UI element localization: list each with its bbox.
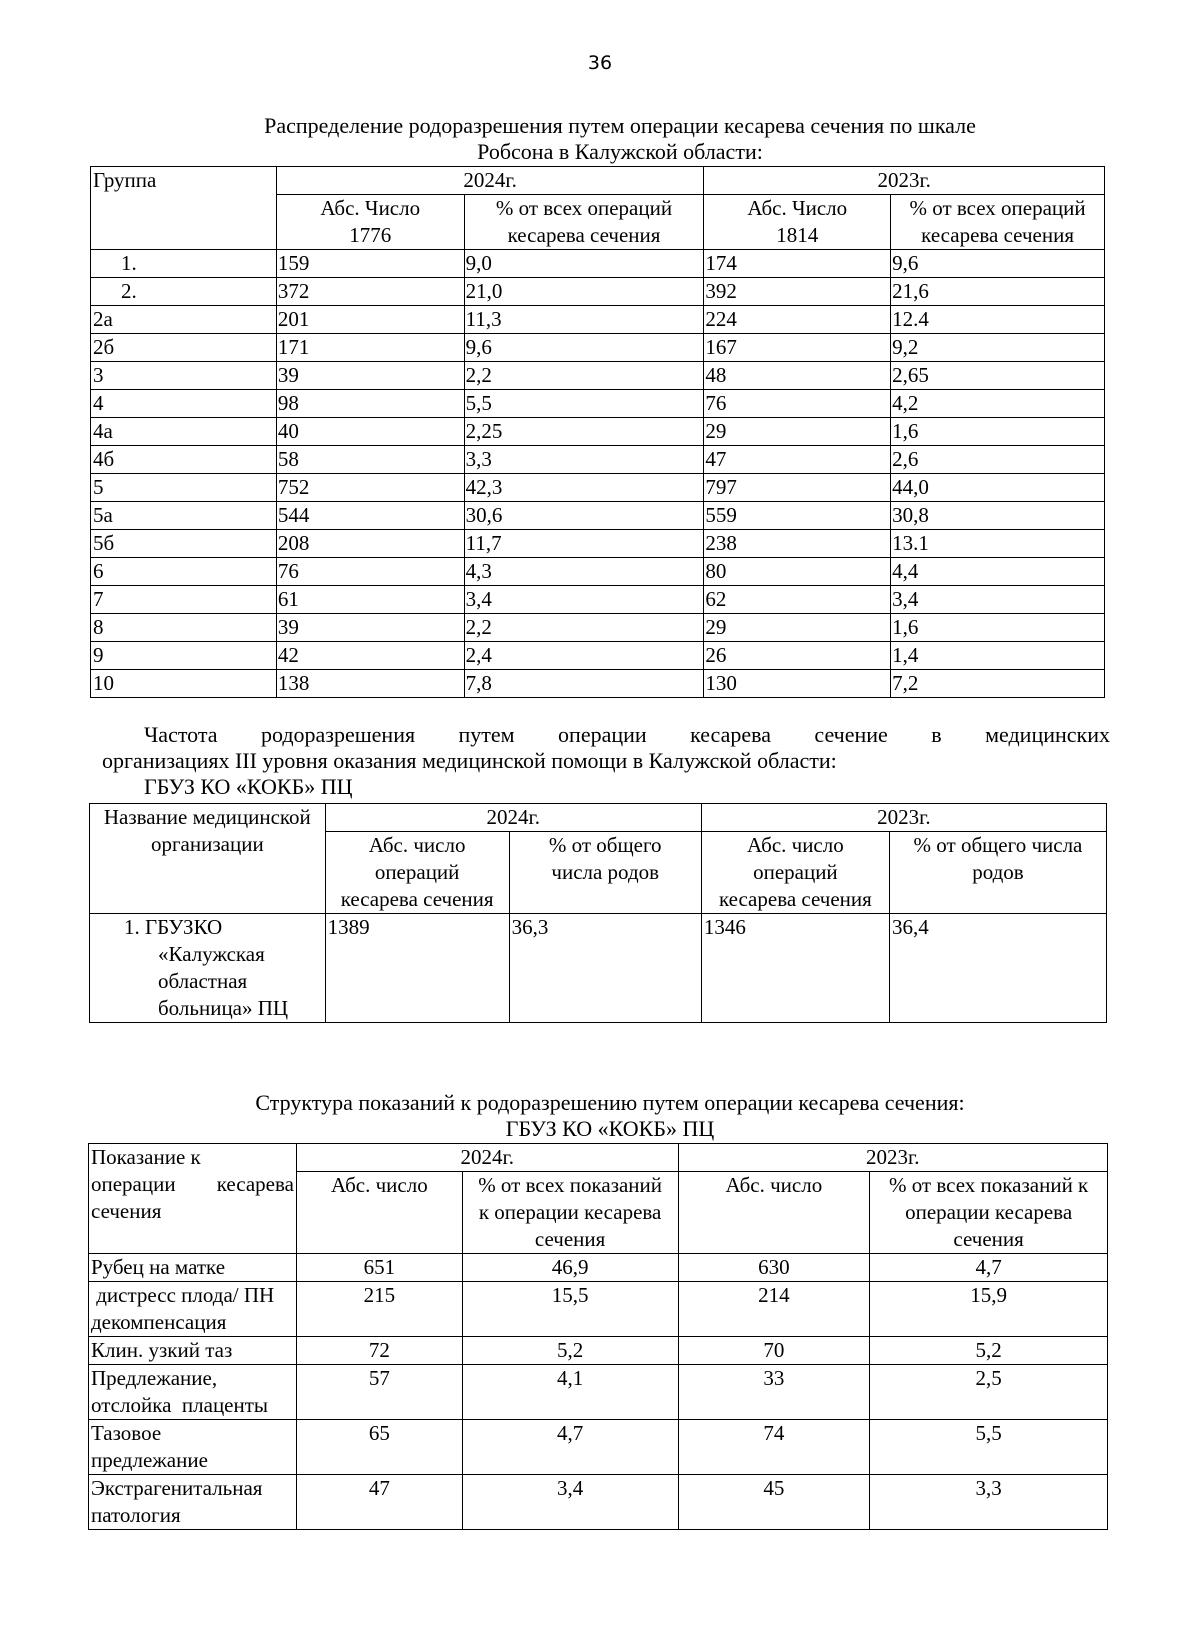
abs-2024-cell: 98 bbox=[276, 390, 464, 418]
pct-2023-cell: 2,6 bbox=[891, 446, 1105, 474]
indication-line1: дистресс плода/ ПН bbox=[91, 1283, 275, 1307]
abs-2023-header bbox=[701, 832, 889, 914]
pct-2024-cell: 4,1 bbox=[462, 1365, 678, 1420]
abs-2024-cell: 544 bbox=[276, 502, 464, 530]
abs-2023-cell: 174 bbox=[704, 250, 891, 278]
abs-2024-cell: 72 bbox=[296, 1337, 462, 1365]
col-org-line2: организации bbox=[150, 832, 264, 856]
abs-2024-header: Абс. число bbox=[296, 1172, 462, 1254]
table-row bbox=[91, 250, 1105, 278]
indication-line2: предлежание bbox=[91, 1448, 208, 1472]
group-cell: 4а bbox=[91, 418, 277, 446]
pct1-line2: к операции кесарева bbox=[478, 1200, 662, 1224]
abs-2023-cell: 1346 bbox=[701, 914, 889, 1023]
year-2023-header: 2023г. bbox=[704, 167, 1105, 195]
pct-2024-cell: 4,7 bbox=[462, 1420, 678, 1475]
abs-2024-cell: 372 bbox=[276, 278, 464, 306]
pct-2024-cell: 2,2 bbox=[464, 362, 704, 390]
abs-2023-cell: 45 bbox=[678, 1475, 870, 1530]
table1-title-line2: Робсона в Калужской области: bbox=[477, 139, 763, 164]
table-row bbox=[91, 362, 1105, 390]
col-ind-line1-text: Показание к bbox=[91, 1145, 201, 1169]
pct-2024-cell: 30,6 bbox=[464, 502, 704, 530]
pct-2024-cell: 9,0 bbox=[464, 250, 704, 278]
pct-2024-cell: 5,5 bbox=[464, 390, 704, 418]
col-ind-line3: сечения bbox=[91, 1199, 162, 1223]
pct1-line1: % от всех показаний bbox=[478, 1173, 663, 1197]
col-org-header bbox=[90, 804, 326, 914]
table1-title-line1: Распределение родоразрешения путем операции кесарева сечения по шкале bbox=[264, 113, 976, 138]
pct-label-line2: кесарева сечения bbox=[921, 223, 1075, 247]
abs-2023-total: 1814 bbox=[776, 223, 819, 247]
pct-2024-cell: 3,4 bbox=[462, 1475, 678, 1530]
table-row bbox=[91, 334, 1105, 362]
pct1-line3: сечения bbox=[534, 1227, 606, 1251]
indication-line1: Предлежание, bbox=[91, 1366, 218, 1390]
pct-2024-cell: 46,9 bbox=[462, 1254, 678, 1282]
col-org-line1: Название медицинской bbox=[103, 805, 311, 829]
org-line2: «Калужская bbox=[158, 942, 265, 966]
org-line4: больница» ПЦ bbox=[158, 996, 289, 1020]
abs-2023-cell: 48 bbox=[704, 362, 891, 390]
page-number: 36 bbox=[587, 52, 613, 74]
pct-2023-header bbox=[870, 1172, 1108, 1254]
pct-2024-cell: 2,25 bbox=[464, 418, 704, 446]
abs-2023-cell: 74 bbox=[678, 1420, 870, 1475]
pct2-line2: родов bbox=[972, 860, 1024, 884]
table2-subtitle: ГБУЗ КО «КОКБ» ПЦ bbox=[144, 774, 353, 799]
year-2023-header: 2023г. bbox=[701, 804, 1106, 832]
table-row bbox=[91, 530, 1105, 558]
abs-2024-cell: 61 bbox=[276, 586, 464, 614]
pct-2023-cell: 9,2 bbox=[891, 334, 1105, 362]
table-row bbox=[91, 670, 1105, 698]
abs-2023-cell: 559 bbox=[704, 502, 891, 530]
pct2-line2: операции кесарева bbox=[905, 1200, 1073, 1224]
abs-2023-cell: 167 bbox=[704, 334, 891, 362]
group-cell: 9 bbox=[91, 642, 277, 670]
pct-2024-header bbox=[509, 832, 701, 914]
indication-cell bbox=[89, 1365, 297, 1420]
indications-table bbox=[88, 1143, 1108, 1530]
indication-line1: Клин. узкий таз bbox=[91, 1338, 233, 1362]
pct-2023-header bbox=[891, 195, 1105, 250]
pct-2024-cell: 7,8 bbox=[464, 670, 704, 698]
group-cell: 5б bbox=[91, 530, 277, 558]
year-2024-header: 2024г. bbox=[276, 167, 704, 195]
year-2024-header: 2024г. bbox=[325, 804, 701, 832]
pct-2024-cell: 11,3 bbox=[464, 306, 704, 334]
table-row bbox=[91, 558, 1105, 586]
abs-label: Абс. Число bbox=[320, 196, 421, 220]
pct-2023-cell: 21,6 bbox=[891, 278, 1105, 306]
pct-2024-cell: 2,4 bbox=[464, 642, 704, 670]
pct-2023-cell: 4,4 bbox=[891, 558, 1105, 586]
table3-subtitle: ГБУЗ КО «КОКБ» ПЦ bbox=[505, 1116, 715, 1141]
table-row bbox=[91, 586, 1105, 614]
pct-2023-cell: 1,6 bbox=[891, 614, 1105, 642]
abs-2024-cell: 57 bbox=[296, 1365, 462, 1420]
group-cell: 4б bbox=[91, 446, 277, 474]
group-cell: 10 bbox=[91, 670, 277, 698]
year-2023-header: 2023г. bbox=[678, 1144, 1108, 1172]
pct-2023-cell: 4,2 bbox=[891, 390, 1105, 418]
abs-2023-cell: 26 bbox=[704, 642, 891, 670]
indication-line1: Экстрагенитальная bbox=[91, 1476, 263, 1500]
abs-line1: Абс. число bbox=[747, 833, 844, 857]
abs-2023-cell: 29 bbox=[704, 418, 891, 446]
pct-2024-cell: 21,0 bbox=[464, 278, 704, 306]
abs-2023-cell: 47 bbox=[704, 446, 891, 474]
pct-2023-cell: 3,3 bbox=[870, 1475, 1108, 1530]
group-cell: 4 bbox=[91, 390, 277, 418]
pct-2024-cell: 11,7 bbox=[464, 530, 704, 558]
table-row bbox=[89, 1475, 1108, 1530]
table1-title bbox=[150, 113, 1090, 165]
table-row bbox=[91, 390, 1105, 418]
table3-title-block bbox=[130, 1090, 1090, 1142]
abs-2023-cell: 76 bbox=[704, 390, 891, 418]
abs-2024-header bbox=[276, 195, 464, 250]
indication-cell bbox=[89, 1254, 297, 1282]
pct-2024-cell: 42,3 bbox=[464, 474, 704, 502]
table-row bbox=[91, 614, 1105, 642]
pct-2023-cell: 13.1 bbox=[891, 530, 1105, 558]
abs-2024-cell: 47 bbox=[296, 1475, 462, 1530]
table-row bbox=[91, 306, 1105, 334]
pct-2023-cell: 15,9 bbox=[870, 1282, 1108, 1337]
abs-2023-cell: 70 bbox=[678, 1337, 870, 1365]
abs-2023-cell: 80 bbox=[704, 558, 891, 586]
robson-table bbox=[90, 166, 1105, 698]
abs-line2: операций bbox=[753, 860, 838, 884]
pct-2023-cell: 2,65 bbox=[891, 362, 1105, 390]
abs-label: Абс. Число bbox=[747, 196, 848, 220]
group-cell: 5 bbox=[91, 474, 277, 502]
indication-line2: патология bbox=[91, 1503, 181, 1527]
group-cell: 2. bbox=[91, 278, 277, 306]
abs-2023-header bbox=[704, 195, 891, 250]
pct-2023-header bbox=[889, 832, 1106, 914]
abs-2023-cell: 29 bbox=[704, 614, 891, 642]
org-line1: 1. ГБУЗКО bbox=[124, 915, 223, 939]
abs-2024-cell: 42 bbox=[276, 642, 464, 670]
abs-2023-cell: 630 bbox=[678, 1254, 870, 1282]
pct-2023-cell: 5,5 bbox=[870, 1420, 1108, 1475]
col-indication-header bbox=[89, 1144, 297, 1254]
abs-2024-cell: 171 bbox=[276, 334, 464, 362]
group-cell: 2б bbox=[91, 334, 277, 362]
pct2-line1: % от общего числа bbox=[913, 833, 1083, 857]
abs-2024-cell: 1389 bbox=[325, 914, 509, 1023]
year-2024-header: 2024г. bbox=[296, 1144, 678, 1172]
table-row bbox=[89, 1282, 1108, 1337]
pct-2024-cell: 5,2 bbox=[462, 1337, 678, 1365]
pct-2024-cell: 3,4 bbox=[464, 586, 704, 614]
table-row bbox=[91, 278, 1105, 306]
abs-2023-cell: 238 bbox=[704, 530, 891, 558]
group-cell: 1. bbox=[91, 250, 277, 278]
table-row bbox=[91, 418, 1105, 446]
abs-2024-cell: 76 bbox=[276, 558, 464, 586]
indication-cell bbox=[89, 1475, 297, 1530]
abs-2024-total: 1776 bbox=[349, 223, 392, 247]
abs-2023-cell: 62 bbox=[704, 586, 891, 614]
indication-cell bbox=[89, 1282, 297, 1337]
abs-2023-header: Абс. число bbox=[678, 1172, 870, 1254]
pct-2024-cell: 15,5 bbox=[462, 1282, 678, 1337]
col-ind-line2: операции кесарева bbox=[91, 1172, 294, 1196]
abs-2024-cell: 58 bbox=[276, 446, 464, 474]
table2-para-line2: организациях III уровня оказания медицинской помощи в Калужской области: bbox=[102, 748, 837, 773]
abs-2024-cell: 159 bbox=[276, 250, 464, 278]
pct-label-line1: % от всех операций bbox=[495, 196, 673, 220]
table3-title: Структура показаний к родоразрешению путем операции кесарева сечения: bbox=[255, 1090, 965, 1115]
pct-2024-cell: 3,3 bbox=[464, 446, 704, 474]
abs-line3: кесарева сечения bbox=[718, 887, 872, 911]
pct-2023-cell: 9,6 bbox=[891, 250, 1105, 278]
col-group-header: Группа bbox=[91, 167, 277, 250]
table-row bbox=[90, 914, 1107, 1023]
abs-2024-cell: 39 bbox=[276, 362, 464, 390]
abs-2024-cell: 215 bbox=[296, 1282, 462, 1337]
table-row bbox=[91, 446, 1105, 474]
table-row bbox=[91, 474, 1105, 502]
abs-2024-cell: 138 bbox=[276, 670, 464, 698]
frequency-table bbox=[89, 803, 1107, 1023]
abs-2024-cell: 39 bbox=[276, 614, 464, 642]
abs-line3: кесарева сечения bbox=[340, 887, 494, 911]
group-cell: 5а bbox=[91, 502, 277, 530]
table-row bbox=[91, 642, 1105, 670]
abs-2024-header bbox=[325, 832, 509, 914]
abs-2024-cell: 752 bbox=[276, 474, 464, 502]
pct2-line1: % от всех показаний к bbox=[888, 1173, 1089, 1197]
pct-2023-cell: 3,4 bbox=[891, 586, 1105, 614]
table-row bbox=[89, 1365, 1108, 1420]
group-cell: 2а bbox=[91, 306, 277, 334]
pct1-line2: числа родов bbox=[551, 860, 660, 884]
abs-2024-cell: 208 bbox=[276, 530, 464, 558]
pct-2023-cell: 7,2 bbox=[891, 670, 1105, 698]
table-row bbox=[91, 502, 1105, 530]
pct1-line1: % от общего bbox=[548, 833, 662, 857]
pct-2023-cell: 1,6 bbox=[891, 418, 1105, 446]
pct2-line3: сечения bbox=[953, 1227, 1024, 1251]
pct-label-line1: % от всех операций bbox=[909, 196, 1086, 220]
pct-2024-cell: 2,2 bbox=[464, 614, 704, 642]
org-name-cell bbox=[90, 914, 326, 1023]
pct-2023-cell: 5,2 bbox=[870, 1337, 1108, 1365]
org-line3: областная bbox=[158, 969, 248, 993]
pct-2023-cell: 2,5 bbox=[870, 1365, 1108, 1420]
abs-2023-cell: 33 bbox=[678, 1365, 870, 1420]
abs-2023-cell: 392 bbox=[704, 278, 891, 306]
table-row bbox=[89, 1337, 1108, 1365]
pct-2023-cell: 1,4 bbox=[891, 642, 1105, 670]
group-cell: 3 bbox=[91, 362, 277, 390]
pct-2024-cell: 4,3 bbox=[464, 558, 704, 586]
group-cell: 8 bbox=[91, 614, 277, 642]
pct-2023-cell: 36,4 bbox=[889, 914, 1106, 1023]
pct-2024-cell: 36,3 bbox=[509, 914, 701, 1023]
abs-2023-cell: 130 bbox=[704, 670, 891, 698]
abs-2023-cell: 797 bbox=[704, 474, 891, 502]
abs-2024-cell: 40 bbox=[276, 418, 464, 446]
table-row bbox=[89, 1420, 1108, 1475]
indication-line2: декомпенсация bbox=[91, 1310, 227, 1334]
pct-2023-cell: 30,8 bbox=[891, 502, 1105, 530]
pct-2024-header bbox=[462, 1172, 678, 1254]
abs-line1: Абс. число bbox=[368, 833, 466, 857]
pct-label-line2: кесарева сечения bbox=[507, 223, 661, 247]
pct-2024-header bbox=[464, 195, 704, 250]
abs-2024-cell: 65 bbox=[296, 1420, 462, 1475]
abs-2024-cell: 651 bbox=[296, 1254, 462, 1282]
col-ind-line1 bbox=[91, 1144, 294, 1171]
abs-2023-cell: 224 bbox=[704, 306, 891, 334]
indication-line1: Тазовое bbox=[91, 1421, 162, 1445]
indication-cell bbox=[89, 1420, 297, 1475]
pct-2024-cell: 9,6 bbox=[464, 334, 704, 362]
table2-para-line1: Частота родоразрешения путем операции кесарева сечение в медицинских bbox=[144, 722, 1110, 747]
pct-2023-cell: 44,0 bbox=[891, 474, 1105, 502]
pct-2023-cell: 4,7 bbox=[870, 1254, 1108, 1282]
table-row bbox=[89, 1254, 1108, 1282]
pct-2023-cell: 12.4 bbox=[891, 306, 1105, 334]
indication-line1: Рубец на матке bbox=[91, 1255, 226, 1279]
group-cell: 7 bbox=[91, 586, 277, 614]
group-cell: 6 bbox=[91, 558, 277, 586]
indication-line2: отслойка плаценты bbox=[91, 1393, 269, 1417]
abs-line2: операций bbox=[374, 860, 460, 884]
indication-cell bbox=[89, 1337, 297, 1365]
table2-paragraph bbox=[102, 722, 1110, 800]
abs-2023-cell: 214 bbox=[678, 1282, 870, 1337]
abs-2024-cell: 201 bbox=[276, 306, 464, 334]
